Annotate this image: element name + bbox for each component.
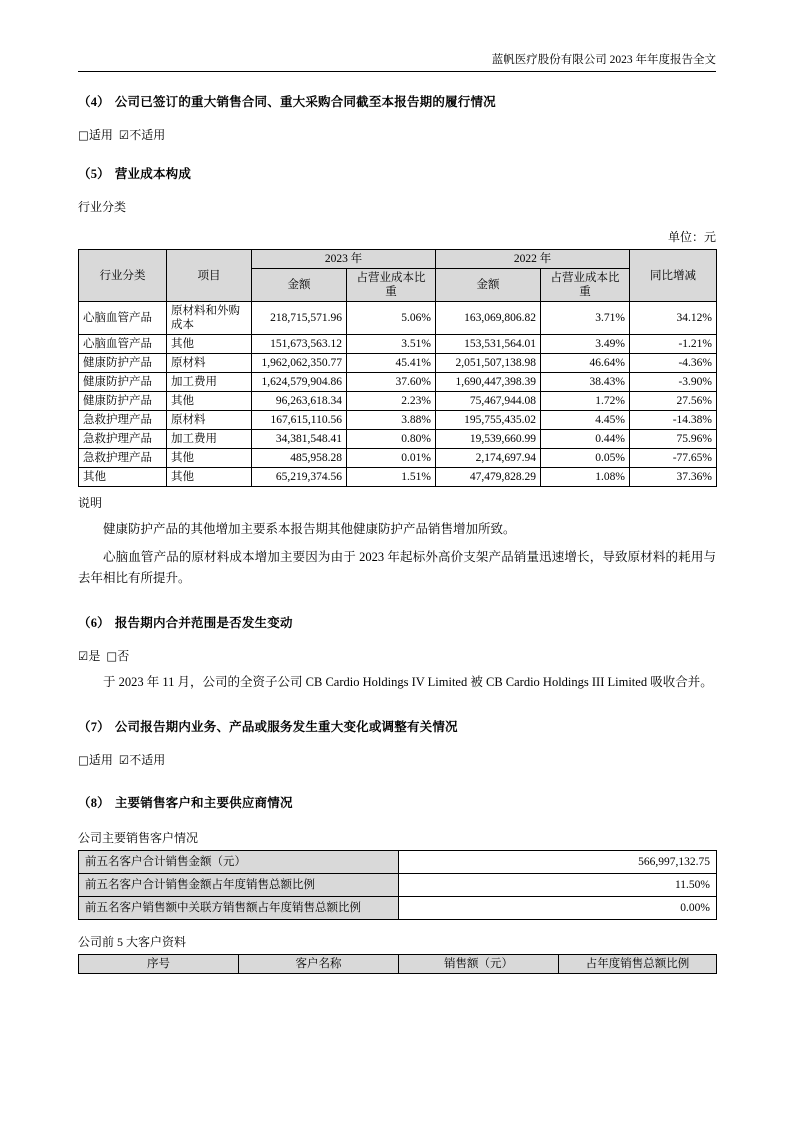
cell-pct-2023: 3.51% [347,335,436,354]
cell-amount-2022: 47,479,828.29 [436,468,541,487]
section-4-applicability [78,127,716,144]
page-content [78,52,716,974]
cell-amount-2022: 153,531,564.01 [436,335,541,354]
cell-yoy: -77.65% [630,449,717,468]
col-customer-name: 客户名称 [239,955,399,974]
table-row [79,373,717,392]
col-amount-2023: 金额 [252,269,347,302]
checkbox-checked-icon[interactable]: ☑ [78,649,89,663]
cell-pct-2023: 0.80% [347,430,436,449]
section-8-heading [78,795,716,812]
cell-category: 健康防护产品 [79,354,167,373]
section-4-title: 公司已签订的重大销售合同、重大采购合同截至本报告期的履行情况 [114,95,496,109]
cell-yoy: -3.90% [630,373,717,392]
checkbox-unchecked-icon[interactable]: □ [106,649,118,663]
col-sales-share: 占年度销售总额比例 [559,955,717,974]
cell-amount-2022: 2,174,697.94 [436,449,541,468]
table-row [79,851,717,874]
cost-table-note-p2: 心脑血管产品的原材料成本增加主要因为由于 2023 年起标外高价支架产品销量迅速增长，导致原材料的耗用与去年相比有所提升。 [78,550,716,585]
cell-pct-2022: 1.08% [541,468,630,487]
cell-yoy: 27.56% [630,392,717,411]
cell-pct-2022: 0.05% [541,449,630,468]
cell-amount-2023: 218,715,571.96 [252,302,347,335]
cell-amount-2023: 151,673,563.12 [252,335,347,354]
cost-table-body [79,302,717,487]
cell-pct-2022: 0.44% [541,430,630,449]
col-category: 行业分类 [79,250,167,302]
col-group-2022: 2022 年 [436,250,630,269]
cell-amount-2022: 1,690,447,398.39 [436,373,541,392]
col-amount-2022: 金额 [436,269,541,302]
summary-label: 前五名客户合计销售金额（元） [79,851,399,874]
cell-amount-2023: 1,962,062,350.77 [252,354,347,373]
cell-item: 其他 [167,468,252,487]
cell-amount-2023: 167,615,110.56 [252,411,347,430]
cell-pct-2022: 3.49% [541,335,630,354]
section-5-title: 营业成本构成 [114,167,192,181]
section-5-number: （5） [78,167,110,181]
cell-item: 其他 [167,449,252,468]
cell-yoy: 37.36% [630,468,717,487]
summary-value: 566,997,132.75 [399,851,717,874]
cell-item: 其他 [167,392,252,411]
summary-value: 11.50% [399,874,717,897]
cell-yoy: -1.21% [630,335,717,354]
cell-pct-2022: 3.71% [541,302,630,335]
cell-category: 其他 [79,468,167,487]
checkbox-unchecked-icon[interactable]: □ [78,753,89,767]
section-8-number: （8） [78,796,110,810]
cell-pct-2023: 45.41% [347,354,436,373]
top5-header-row [79,955,717,974]
checkbox-unchecked-icon[interactable]: □ [78,128,89,142]
cell-yoy: -14.38% [630,411,717,430]
section-4-applicable-label: 适用 [88,128,113,142]
summary-label: 前五名客户合计销售金额占年度销售总额比例 [79,874,399,897]
section-7-title: 公司报告期内业务、产品或服务发生重大变化或调整有关情况 [114,720,458,734]
running-header [78,52,716,72]
cell-amount-2023: 1,624,579,904.86 [252,373,347,392]
table-row [79,354,717,373]
cell-item: 原材料 [167,354,252,373]
cell-pct-2023: 0.01% [347,449,436,468]
section-4-not-applicable-label: 不适用 [129,128,166,142]
section-6-title: 报告期内合并范围是否发生变动 [114,616,293,630]
cell-category: 健康防护产品 [79,373,167,392]
table-row [79,302,717,335]
cell-yoy: 34.12% [630,302,717,335]
header-rule [78,71,716,72]
table-row [79,874,717,897]
table-row [79,335,717,354]
cell-item: 原材料和外购成本 [167,302,252,335]
section-6-number: （6） [78,616,110,630]
cell-item: 其他 [167,335,252,354]
col-index: 序号 [79,955,239,974]
customer-summary-table [78,850,717,920]
table-row [79,449,717,468]
cell-pct-2022: 38.43% [541,373,630,392]
cost-table-note-p1: 健康防护产品的其他增加主要系本报告期其他健康防护产品销售增加所致。 [103,522,516,536]
cell-amount-2022: 2,051,507,138.98 [436,354,541,373]
section-6-applicability [78,648,716,665]
col-yoy: 同比增减 [630,250,717,302]
section-7-applicable-label: 适用 [88,753,113,767]
section-5-classification-label: 行业分类 [78,200,127,214]
checkbox-checked-icon[interactable]: ☑ [118,128,130,142]
col-sales-amount: 销售额（元） [399,955,559,974]
cell-category: 急救护理产品 [79,430,167,449]
cell-amount-2023: 65,219,374.56 [252,468,347,487]
cell-item: 原材料 [167,411,252,430]
table-row [79,430,717,449]
table-row [79,411,717,430]
table-row [79,468,717,487]
cell-category: 急救护理产品 [79,411,167,430]
table-row [79,392,717,411]
cell-pct-2022: 1.72% [541,392,630,411]
cell-pct-2023: 2.23% [347,392,436,411]
section-7-heading [78,719,716,736]
cell-category: 健康防护产品 [79,392,167,411]
top5-customers-caption: 公司前 5 大客户资料 [78,935,187,949]
cell-amount-2022: 163,069,806.82 [436,302,541,335]
cell-amount-2023: 96,263,618.34 [252,392,347,411]
cell-pct-2023: 5.06% [347,302,436,335]
col-pct-2023: 占营业成本比重 [347,269,436,302]
checkbox-checked-icon[interactable]: ☑ [118,753,130,767]
section-5-heading [78,166,716,183]
cost-table-unit: 单位：元 [667,230,716,244]
section-6-heading [78,615,716,632]
col-group-2023: 2023 年 [252,250,436,269]
cell-yoy: -4.36% [630,354,717,373]
cost-table-header-row-1 [79,250,717,269]
cost-composition-table [78,249,717,487]
section-6-yes-label: 是 [88,649,101,663]
cell-pct-2023: 1.51% [347,468,436,487]
section-4-heading [78,94,716,111]
cell-amount-2023: 34,381,548.41 [252,430,347,449]
cell-category: 心脑血管产品 [79,335,167,354]
top5-customers-table [78,954,717,974]
col-pct-2022: 占营业成本比重 [541,269,630,302]
section-7-applicability [78,752,716,769]
cell-pct-2022: 46.64% [541,354,630,373]
cell-amount-2022: 75,467,944.08 [436,392,541,411]
cell-pct-2023: 37.60% [347,373,436,392]
running-header-text: 蓝帆医疗股份有限公司 2023 年年度报告全文 [491,54,716,66]
summary-label: 前五名客户销售额中关联方销售额占年度销售总额比例 [79,897,399,920]
cell-amount-2022: 195,755,435.02 [436,411,541,430]
col-item: 项目 [167,250,252,302]
section-6-no-label: 否 [117,649,130,663]
cell-pct-2022: 4.45% [541,411,630,430]
cell-item: 加工费用 [167,373,252,392]
cell-category: 急救护理产品 [79,449,167,468]
section-4-number: （4） [78,95,110,109]
section-6-body: 于 2023 年 11 月，公司的全资子公司 CB Cardio Holdings IV Limited 被 CB Cardio Holdings III Limited 吸收合并。 [103,675,713,689]
customer-summary-caption: 公司主要销售客户情况 [78,831,199,845]
table-row [79,897,717,920]
section-7-not-applicable-label: 不适用 [129,753,166,767]
cell-pct-2023: 3.88% [347,411,436,430]
cell-amount-2022: 19,539,660.99 [436,430,541,449]
section-8-title: 主要销售客户和主要供应商情况 [114,796,293,810]
cell-category: 心脑血管产品 [79,302,167,335]
cell-amount-2023: 485,958.28 [252,449,347,468]
cell-item: 加工费用 [167,430,252,449]
cell-yoy: 75.96% [630,430,717,449]
summary-value: 0.00% [399,897,717,920]
section-7-number: （7） [78,720,110,734]
cost-table-note-label: 说明 [78,496,103,510]
